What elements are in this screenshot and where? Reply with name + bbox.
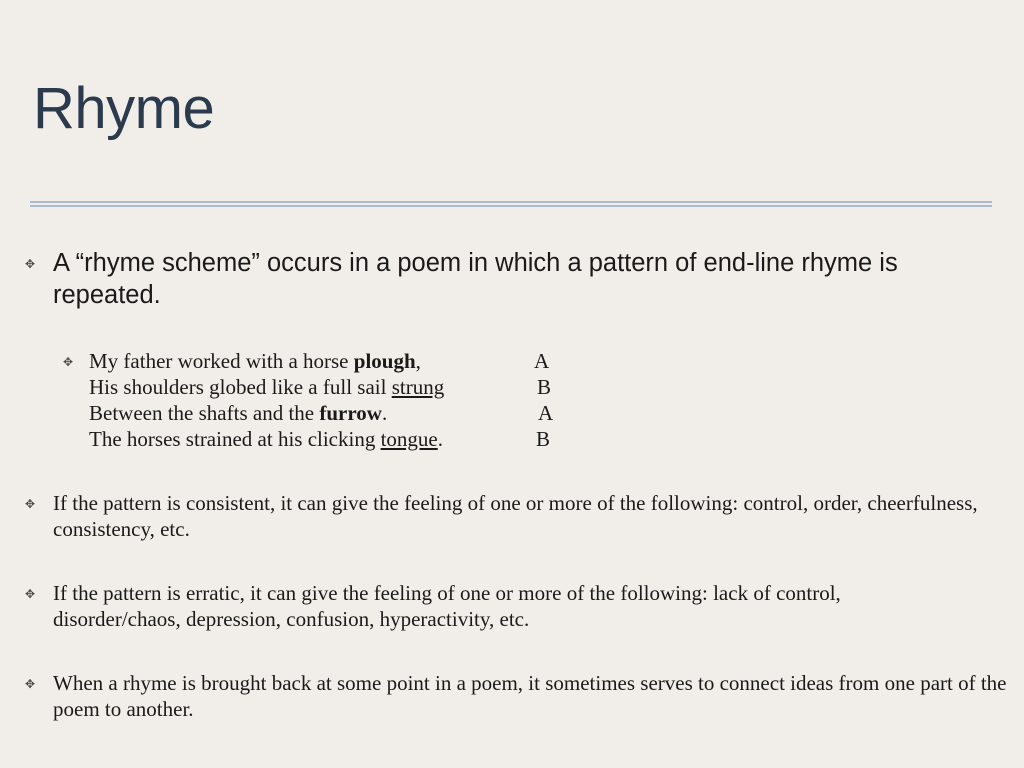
intro-text: A “rhyme scheme” occurs in a poem in which a pattern of end-line rhyme is repeated. bbox=[53, 249, 898, 309]
rhyme-word: tongue bbox=[380, 427, 438, 451]
scheme-letter: A bbox=[538, 401, 554, 425]
slide-title: Rhyme bbox=[33, 76, 215, 141]
rhyme-word: plough bbox=[353, 349, 416, 373]
point-connect: When a rhyme is brought back at some point in a poem, it sometimes serves to connect ideas from one part of the poem to another. bbox=[53, 671, 1007, 721]
title-divider-bottom bbox=[30, 205, 992, 207]
sub-bullet-icon: ✥ bbox=[63, 355, 74, 369]
bullet-icon: ✥ bbox=[25, 677, 36, 691]
bullet-icon: ✥ bbox=[25, 257, 36, 271]
point-erratic: If the pattern is erratic, it can give the feeling of one or more of the following: lack of control, disorder/chaos, depression, confusion, hyperactivity, etc. bbox=[53, 581, 841, 631]
scheme-letter: B bbox=[536, 427, 551, 451]
poem-line: Between the shafts and the furrow. bbox=[89, 401, 388, 425]
scheme-letter: B bbox=[537, 375, 552, 399]
rhyme-word: furrow bbox=[319, 401, 382, 425]
rhyme-scheme-column bbox=[530, 348, 553, 452]
scheme-letter: A bbox=[534, 349, 550, 373]
poem-line: His shoulders globed like a full sail strung bbox=[89, 375, 445, 399]
rhyme-word: strung bbox=[391, 375, 445, 399]
bullet-icon: ✥ bbox=[25, 587, 36, 601]
point-consistent: If the pattern is consistent, it can give the feeling of one or more of the following: control, order, cheerfulness, consistency, etc. bbox=[53, 491, 978, 541]
poem-line: The horses strained at his clicking tongue. bbox=[89, 427, 443, 451]
title-divider-top bbox=[30, 201, 992, 203]
poem-block bbox=[89, 348, 444, 452]
poem-line: My father worked with a horse plough, bbox=[89, 349, 421, 373]
bullet-icon: ✥ bbox=[25, 497, 36, 511]
